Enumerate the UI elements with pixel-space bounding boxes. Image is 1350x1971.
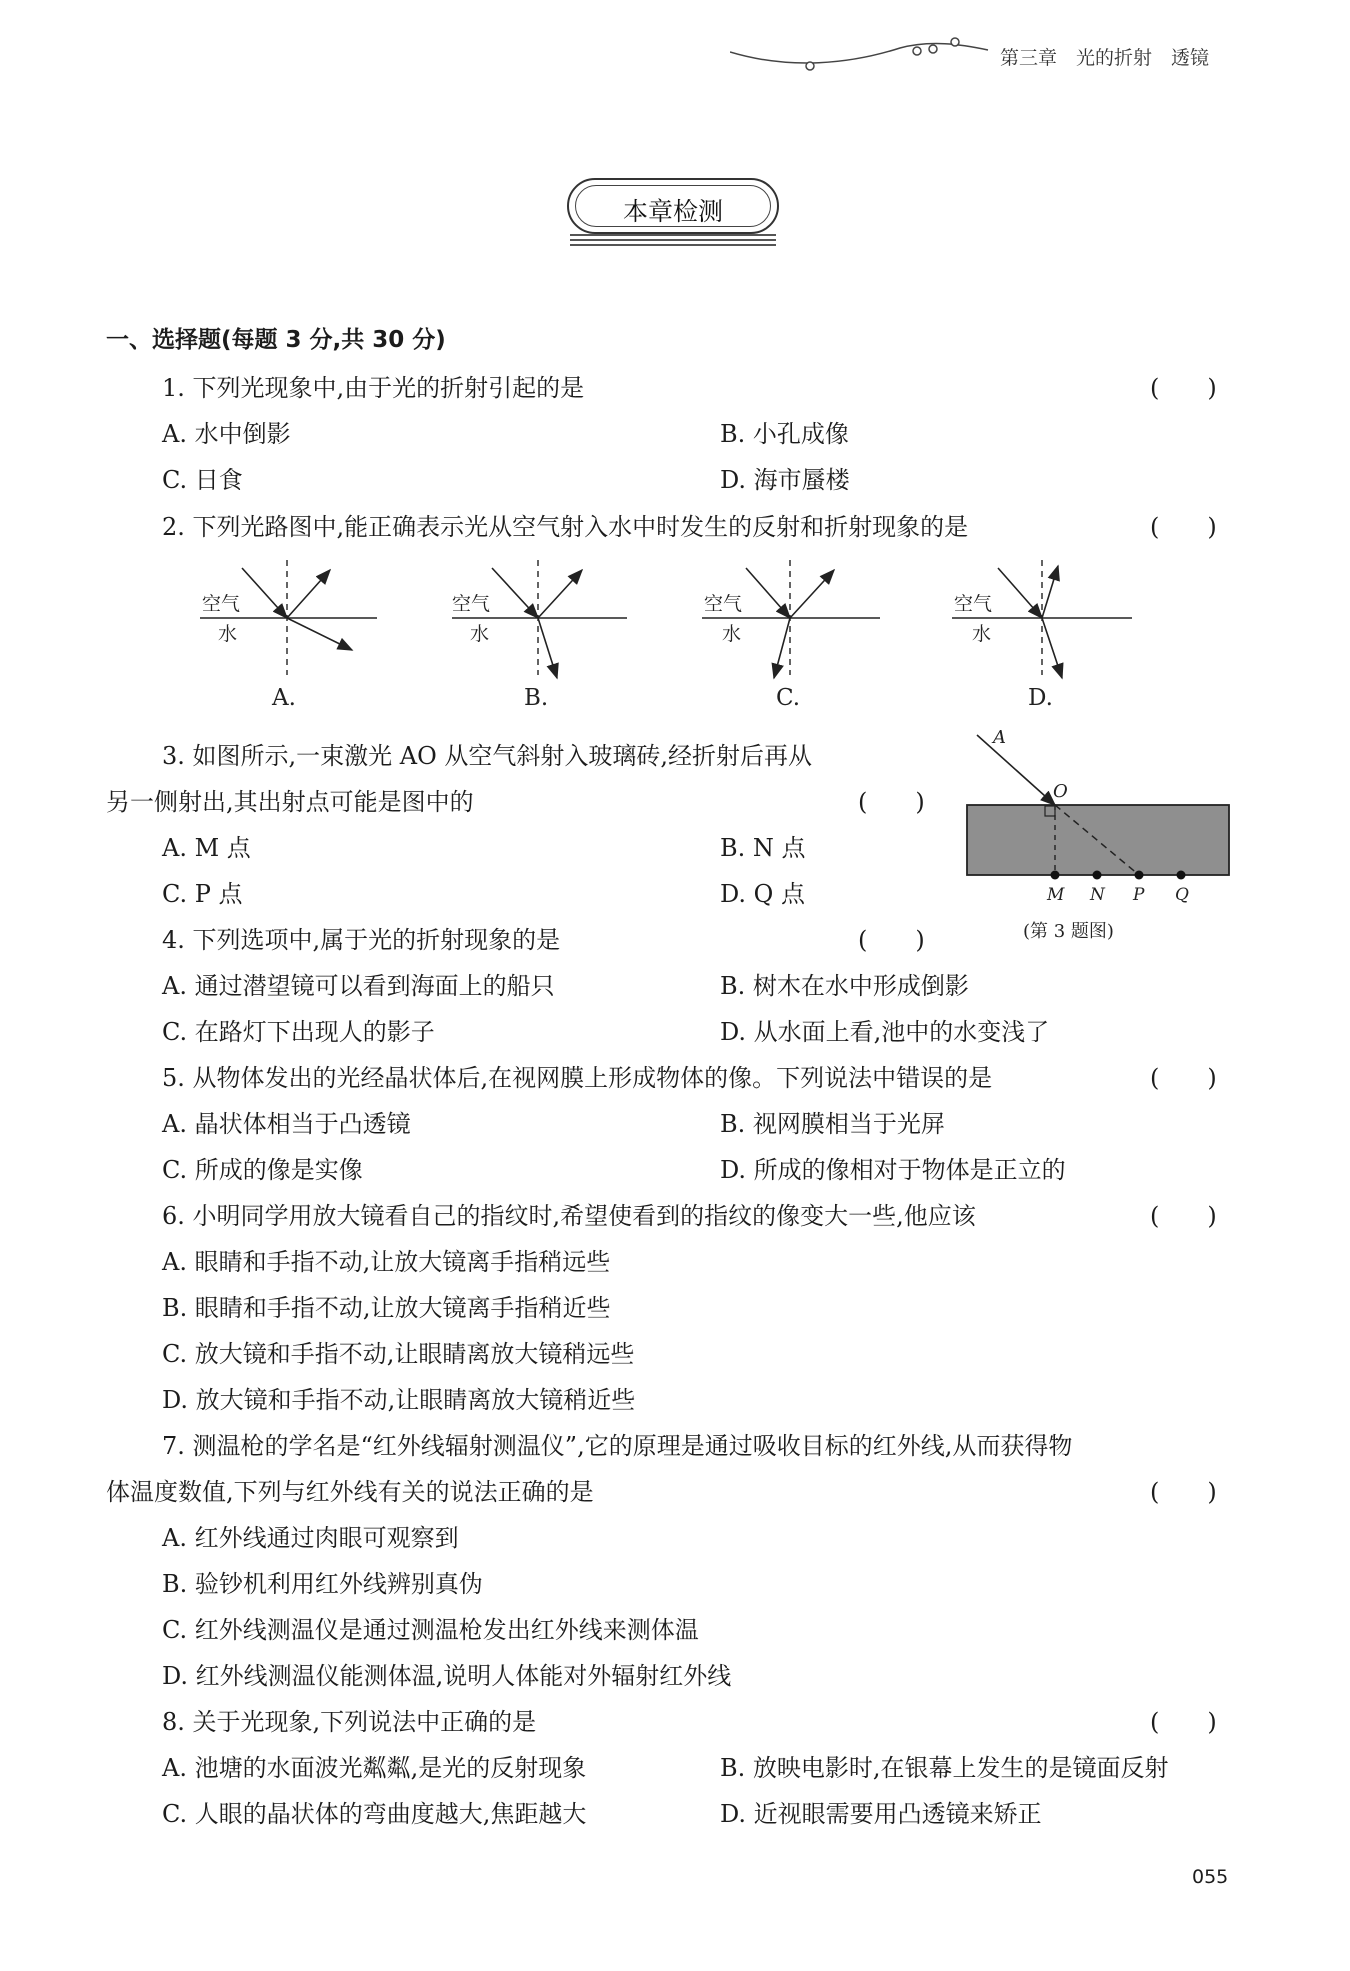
option: D. 所成的像相对于物体是正立的 [720,1156,1066,1184]
point-p [1135,871,1144,880]
option: B. 放映电影时,在银幕上发生的是镜面反射 [720,1754,1169,1782]
answer-blank: ( ) [1150,1708,1217,1736]
figure-caption: (第 3 题图) [1023,921,1114,942]
water-label: 水 [470,623,490,645]
answer-blank: ( ) [1150,374,1217,402]
label-m: M [1047,885,1065,905]
question-2: 2. 下列光路图中,能正确表示光从空气射入水中时发生的反射和折射现象的是 [162,513,969,541]
diagram-b [452,560,627,711]
header-dot [929,45,937,53]
point-q [1177,871,1186,880]
option: B. 眼睛和手指不动,让放大镜离手指稍近些 [162,1294,611,1322]
refracted-ray [774,618,790,678]
option: A. 眼睛和手指不动,让放大镜离手指稍远些 [162,1248,611,1276]
air-label: 空气 [954,593,993,615]
diagram-label: B. [524,685,549,711]
glass-brick [967,805,1229,875]
answer-blank: ( ) [858,926,925,954]
laser-ray [977,735,1055,805]
water-label: 水 [972,623,992,645]
label-p: P [1133,885,1145,905]
option: D. 红外线测温仪能测体温,说明人体能对外辐射红外线 [162,1662,732,1690]
option: D. Q 点 [720,880,805,908]
chapter-header: 第三章 光的折射 透镜 [1000,47,1210,69]
option: B. 小孔成像 [720,420,849,448]
answer-blank: ( ) [1150,513,1217,541]
section-heading: 一、选择题(每题 3 分,共 30 分) [106,327,446,353]
option: A. 水中倒影 [162,420,291,448]
option: C. 所成的像是实像 [162,1156,363,1184]
option: D. 近视眼需要用凸透镜来矫正 [720,1800,1042,1828]
question-6: 6. 小明同学用放大镜看自己的指纹时,希望使看到的指纹的像变大一些,他应该 [162,1202,976,1230]
question-8: 8. 关于光现象,下列说法中正确的是 [162,1708,537,1736]
label-a: A [993,727,1006,748]
option: A. 晶状体相当于凸透镜 [162,1110,411,1138]
question-4: 4. 下列选项中,属于光的折射现象的是 [162,926,561,954]
water-label: 水 [722,623,742,645]
point-n [1093,871,1102,880]
header-curve [730,44,988,64]
question-3-cont: 另一侧射出,其出射点可能是图中的 [106,788,474,816]
air-label: 空气 [452,593,491,615]
page-title: 本章检测 [622,197,723,226]
refracted-ray [538,618,557,678]
header-dot [951,38,959,46]
header-dot [913,47,921,55]
option: C. 日食 [162,466,243,494]
reflected-ray [287,570,330,618]
refracted-ray [287,618,352,650]
option: B. 树木在水中形成倒影 [720,972,969,1000]
question-7-cont: 体温度数值,下列与红外线有关的说法正确的是 [106,1478,594,1506]
q2-diagrams [180,560,1160,720]
page-number: 055 [1192,1866,1229,1888]
option: B. 视网膜相当于光屏 [720,1110,945,1138]
diagram-label: A. [272,685,296,711]
point-m [1051,871,1060,880]
reflected-ray [790,570,834,618]
option: C. 在路灯下出现人的影子 [162,1018,435,1046]
refracted-ray [1042,618,1062,678]
diagram-a [200,560,377,711]
air-label: 空气 [704,593,743,615]
answer-blank: ( ) [858,788,925,816]
option: C. P 点 [162,880,243,908]
label-o: O [1053,781,1068,802]
incident-ray [492,568,538,618]
diagram-label: C. [776,685,801,711]
option: A. 池塘的水面波光粼粼,是光的反射现象 [162,1754,587,1782]
option: A. 通过潜望镜可以看到海面上的船只 [162,972,555,1000]
option: D. 从水面上看,池中的水变浅了 [720,1018,1050,1046]
diagram-d [952,560,1132,711]
option: C. 放大镜和手指不动,让眼睛离放大镜稍远些 [162,1340,635,1368]
option: A. 红外线通过肉眼可观察到 [162,1524,459,1552]
title-rule [570,234,776,236]
option: D. 放大镜和手指不动,让眼睛离放大镜稍近些 [162,1386,636,1414]
air-label: 空气 [202,593,241,615]
question-7: 7. 测温枪的学名是“红外线辐射测温仪”,它的原理是通过吸收目标的红外线,从而获得物 [162,1432,1073,1460]
title-rule [570,244,776,246]
q3-figure [955,725,1240,955]
title-rule [570,239,776,241]
answer-blank: ( ) [1150,1202,1217,1230]
reflected-ray [538,570,582,618]
incident-ray [998,568,1042,618]
option: B. 验钞机利用红外线辨别真伪 [162,1570,483,1598]
option: B. N 点 [720,834,806,862]
diagram-c [702,560,880,711]
question-3: 3. 如图所示,一束激光 AO 从空气斜射入玻璃砖,经折射后再从 [162,742,813,770]
header-decoration [730,30,990,80]
water-label: 水 [218,623,238,645]
answer-blank: ( ) [1150,1064,1217,1092]
option: D. 海市蜃楼 [720,466,850,494]
diagram-label: D. [1028,685,1053,711]
reflected-ray [1042,566,1058,618]
option: C. 人眼的晶状体的弯曲度越大,焦距越大 [162,1800,587,1828]
header-dot [806,62,814,70]
incident-ray [242,568,287,618]
label-q: Q [1175,885,1189,905]
option: C. 红外线测温仪是通过测温枪发出红外线来测体温 [162,1616,699,1644]
question-5: 5. 从物体发出的光经晶状体后,在视网膜上形成物体的像。下列说法中错误的是 [162,1064,993,1092]
title-badge [567,178,779,234]
answer-blank: ( ) [1150,1478,1217,1506]
option: A. M 点 [162,834,251,862]
incident-ray [746,568,790,618]
question-1: 1. 下列光现象中,由于光的折射引起的是 [162,374,585,402]
label-n: N [1090,885,1105,905]
